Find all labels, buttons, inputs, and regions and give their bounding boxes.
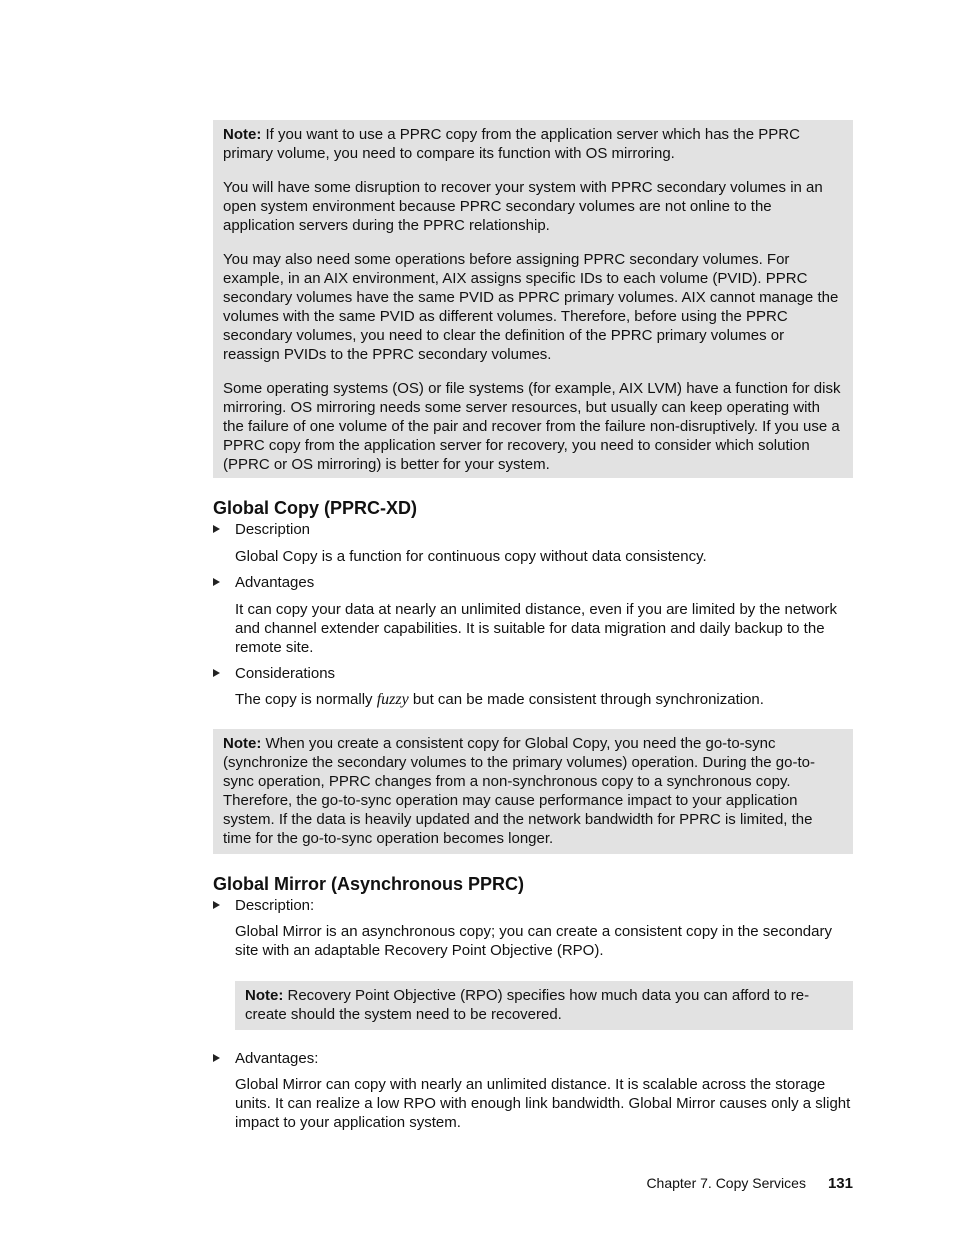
bullet-arrow-icon xyxy=(213,901,220,909)
note-paragraph xyxy=(245,986,843,1024)
considerations-text xyxy=(235,690,853,709)
bullet-label: Description xyxy=(235,521,311,538)
section-heading-global-copy: Global Copy (PPRC-XD) xyxy=(213,498,418,518)
note-text: When you create a consistent copy for Global Copy, you need the go-to-sync (synchronize the secondary volumes to the primary volumes) operation. During the go-to-sync operation, PPRC changes from a non-synchronous copy to a synchronous copy. Therefore, the go-to-sync operation may cause performance impact to your application system. If the data is heavily updated and the network bandwidth for PPRC is limited, the time for the go-to-sync operation becomes longer. xyxy=(223,735,815,847)
bullet-arrow-icon xyxy=(213,525,220,533)
advantages-text: It can copy your data at nearly an unlimited distance, even if you are limited by the network and channel extender capabilities. It is suitable for data migration and daily backup to the remote site. xyxy=(235,601,837,656)
note-paragraph xyxy=(223,125,843,163)
bullet-arrow-icon xyxy=(213,669,220,677)
bullet-description xyxy=(213,520,853,539)
page-number: 131 xyxy=(827,1175,853,1192)
note-text: Recovery Point Objective (RPO) specifies how much data you can afford to re-create should the system need to be recovered. xyxy=(245,987,810,1023)
section-heading-global-mirror: Global Mirror (Asynchronous PPRC) xyxy=(213,874,525,894)
note-box-pprc xyxy=(213,120,853,478)
bullet-advantages xyxy=(213,573,853,592)
note-paragraph: Some operating systems (OS) or file systems (for example, AIX LVM) have a function for disk mirroring. OS mirroring needs some server resources, but usually can keep operating with the failure of one volume of the pair and recover from the failure non-disruptively. If you use a PPRC copy from the application server for recovery, you need to consider which solution (PPRC or OS mirroring) is better for your system. xyxy=(223,380,841,473)
note-box-go-to-sync xyxy=(213,729,853,854)
considerations-before: The copy is normally xyxy=(235,691,377,708)
page-footer xyxy=(646,1174,853,1193)
bullet-label: Advantages: xyxy=(235,1050,319,1067)
note-paragraph xyxy=(223,734,843,848)
bullet-considerations xyxy=(213,664,853,683)
description-text: Global Copy is a function for continuous copy without data consistency. xyxy=(235,548,707,565)
bullet-arrow-icon xyxy=(213,578,220,586)
note-paragraph: You may also need some operations before assigning PPRC secondary volumes. For example, in an AIX environment, AIX assigns specific IDs to each volume (PVID). PPRC secondary volumes have the same PVID as PPRC primary volumes. AIX cannot manage the volumes with the same PVID as different volumes. Therefore, before using the PPRC secondary volumes, you need to clear the definition of the PPRC primary volumes or reassign PVIDs to the PPRC secondary volumes. xyxy=(223,251,839,363)
chapter-title: Chapter 7. Copy Services xyxy=(646,1175,806,1191)
note-label: Note: xyxy=(245,987,284,1004)
bullet-advantages xyxy=(213,1049,853,1068)
note-paragraph: You will have some disruption to recover your system with PPRC secondary volumes in an open system environment because PPRC secondary volumes are not online to the application servers during the PPRC relationship. xyxy=(223,179,823,234)
bullet-arrow-icon xyxy=(213,1054,220,1062)
considerations-emphasis: fuzzy xyxy=(376,691,409,708)
advantages-text: Global Mirror can copy with nearly an unlimited distance. It is scalable across the storage units. It can realize a low RPO with enough link bandwidth. Global Mirror causes only a slight impact to your application system. xyxy=(235,1076,851,1131)
description-text: Global Mirror is an asynchronous copy; you can create a consistent copy in the secondary site with an adaptable Recovery Point Objective (RPO). xyxy=(235,923,832,959)
bullet-label: Considerations xyxy=(235,665,336,682)
bullet-label: Description: xyxy=(235,897,315,914)
considerations-after: but can be made consistent through synchronization. xyxy=(408,691,764,708)
note-box-rpo xyxy=(235,981,853,1030)
bullet-description xyxy=(213,896,853,915)
note-label: Note: xyxy=(223,126,262,143)
bullet-label: Advantages xyxy=(235,574,315,591)
note-label: Note: xyxy=(223,735,262,752)
note-text: If you want to use a PPRC copy from the application server which has the PPRC primary volume, you need to compare its function with OS mirroring. xyxy=(223,126,800,162)
